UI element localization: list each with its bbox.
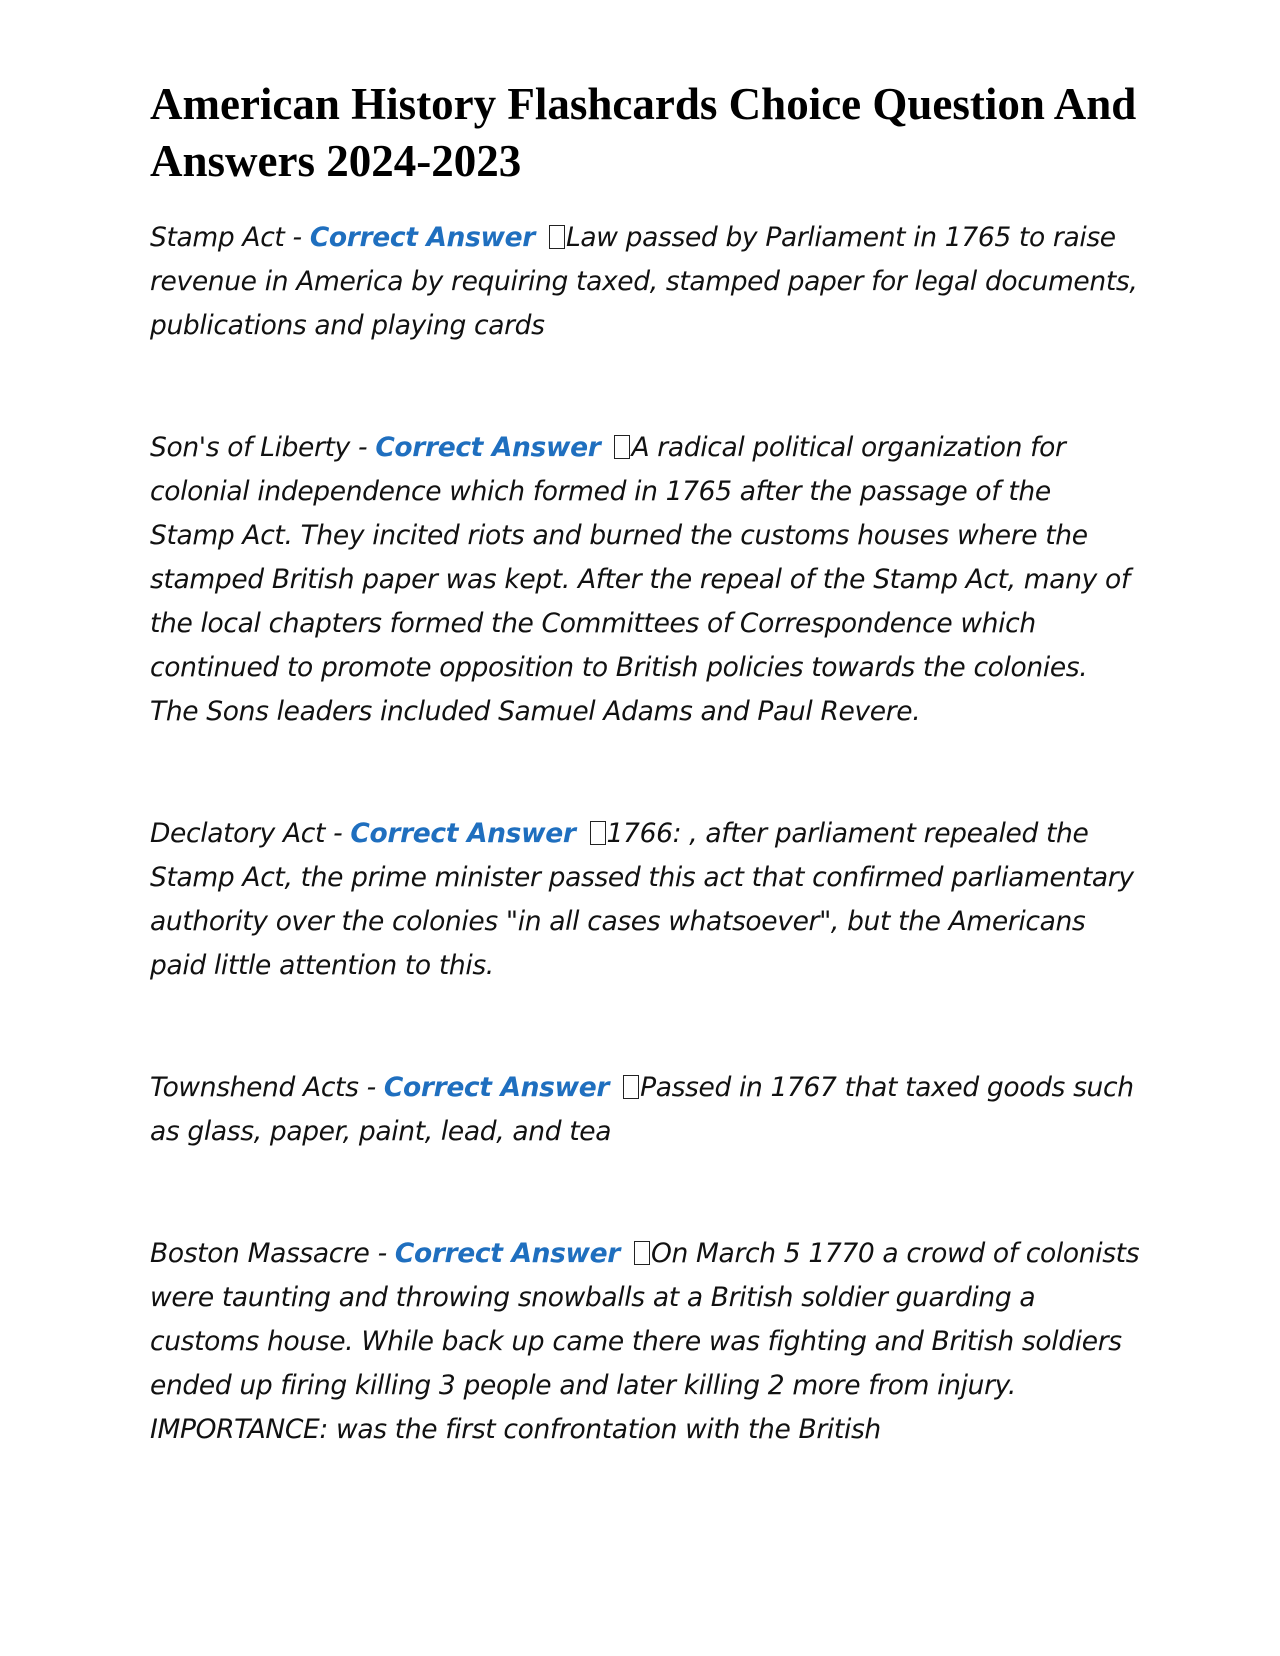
correct-answer-label: Correct Answer: [383, 1072, 610, 1103]
flashcard-entry: [150, 216, 1140, 348]
flashcard-definition: On March 5 1770 a crowd of colonists were taunting and throwing snowballs at a British soldier guarding a customs house. While back up came there was fighting and British soldiers ended up firing killing 3 people and later killing 2 more from injury. IMPORTANCE: was the first confrontation with the British: [150, 1238, 1140, 1445]
term-separator: -: [325, 818, 351, 849]
correct-answer-label: Correct Answer: [375, 432, 601, 463]
document-body: [150, 76, 1140, 1530]
correct-answer-label: Correct Answer: [350, 818, 576, 849]
flashcard-definition: Passed in 1767 that taxed goods such as glass, paper, paint, lead, and tea: [150, 1072, 1134, 1147]
flashcard-entry: [150, 426, 1140, 734]
missing-glyph-icon: [549, 225, 565, 249]
flashcard-entry: [150, 812, 1140, 988]
flashcard-term: Boston Massacre: [150, 1238, 370, 1269]
flashcard-term: Stamp Act: [150, 222, 285, 253]
term-separator: -: [369, 1238, 395, 1269]
missing-glyph-icon: [614, 435, 630, 459]
flashcard-term: Townshend Acts: [150, 1072, 359, 1103]
flashcard-entry: [150, 1232, 1140, 1452]
flashcard-term: Son's of Liberty: [150, 432, 350, 463]
flashcard-definition: A radical political organization for colonial independence which formed in 1765 after the passage of the Stamp Act. They incited riots and burned the customs houses where the stamped British paper was kept. After the repeal of the Stamp Act, many of the local chapters formed the Committees of Correspondence which continued to promote opposition to British policies towards the colonies. The Sons leaders included Samuel Adams and Paul Revere.: [150, 432, 1130, 727]
correct-answer-label: Correct Answer: [309, 222, 535, 253]
term-separator: -: [358, 1072, 384, 1103]
term-separator: -: [284, 222, 310, 253]
flashcard-definition: Law passed by Parliament in 1765 to raise revenue in America by requiring taxed, stamped paper for legal documents, publications and playing cards: [150, 222, 1138, 341]
flashcard-term: Declatory Act: [150, 818, 326, 849]
missing-glyph-icon: [634, 1241, 650, 1265]
missing-glyph-icon: [623, 1075, 639, 1099]
term-separator: -: [349, 432, 376, 463]
flashcard-entry: [150, 1066, 1140, 1154]
correct-answer-label: Correct Answer: [394, 1238, 621, 1269]
missing-glyph-icon: [590, 821, 606, 845]
document-title: American History Flashcards Choice Question And Answers 2024-2023: [150, 79, 1137, 186]
flashcard-definition: 1766: , after parliament repealed the Stamp Act, the prime minister passed this act that confirmed parliamentary authority over the colonies "in all cases whatsoever", but the Americans paid little attention to this.: [150, 818, 1134, 981]
